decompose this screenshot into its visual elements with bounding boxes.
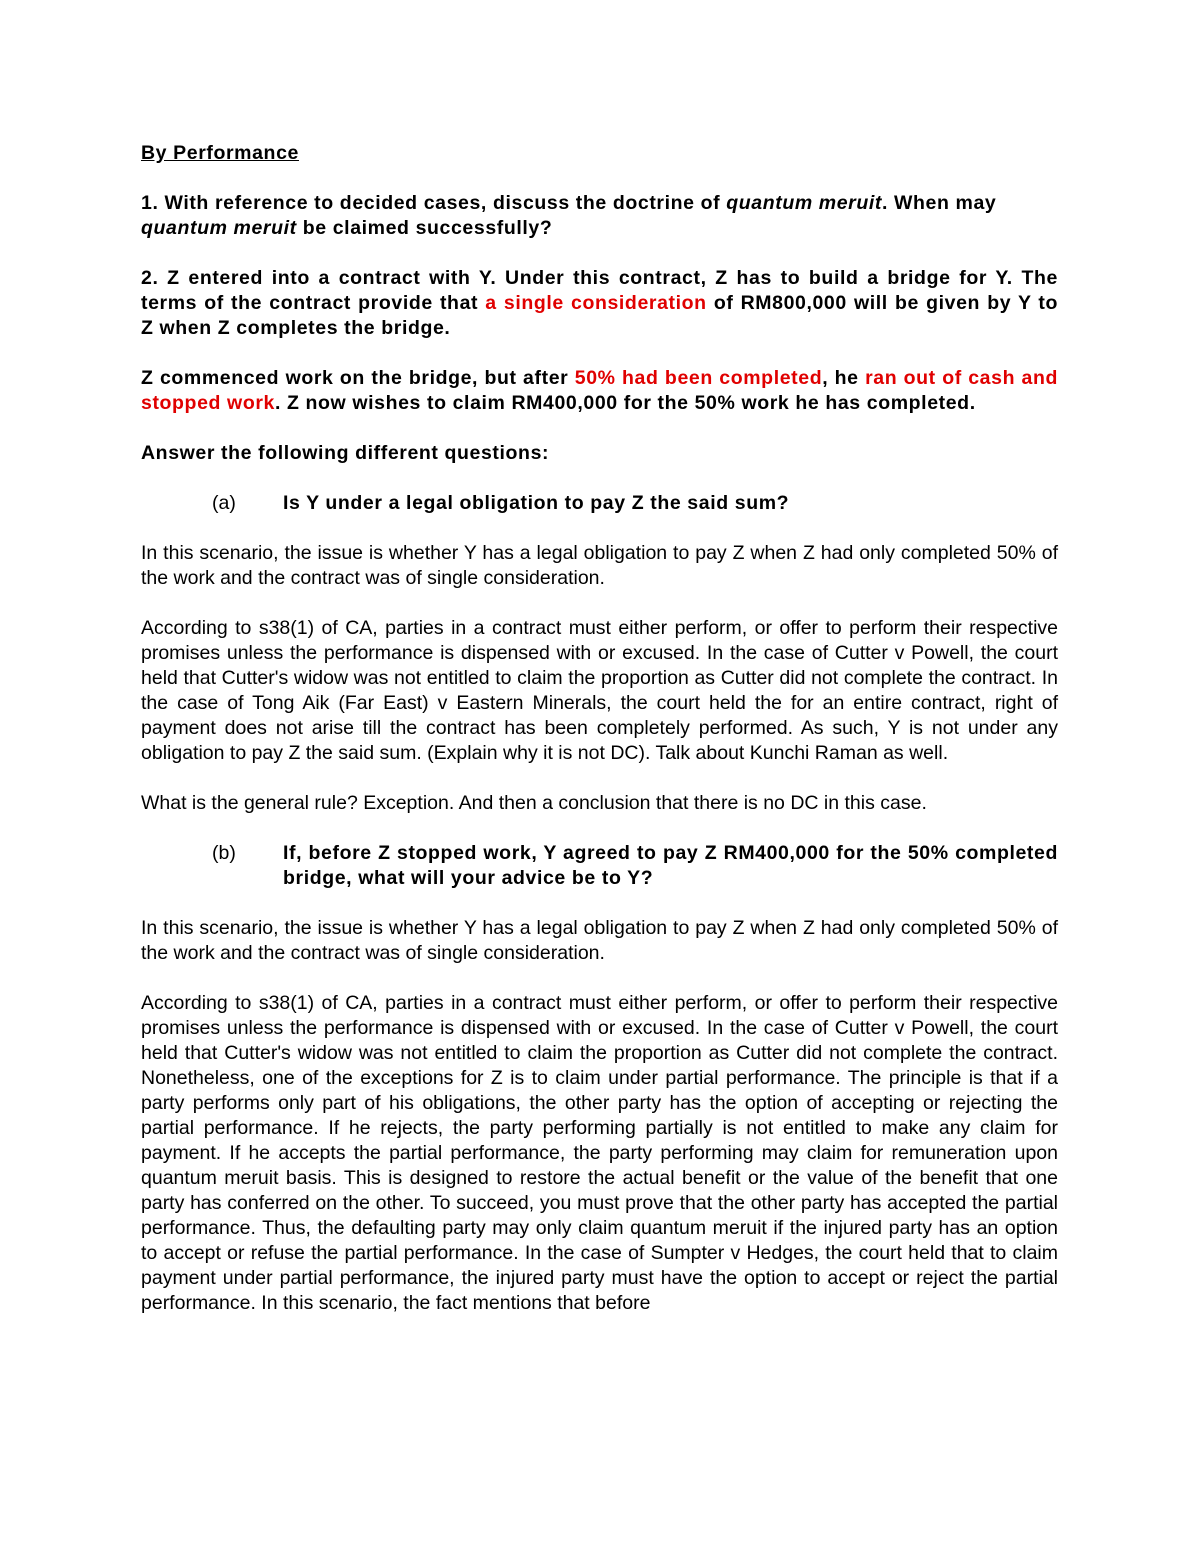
section-heading: By Performance — [141, 142, 299, 164]
q2-p2-text-c: . Z now wishes to claim RM400,000 for the 50% work he has completed. — [274, 392, 976, 414]
part-a-answer-1: In this scenario, the issue is whether Y has a legal obligation to pay Z when Z had only completed 50% of the work and the contract was of single consideration. — [141, 542, 1058, 589]
question-2-paragraph-2 — [141, 366, 1058, 416]
part-b-answer-1: In this scenario, the issue is whether Y has a legal obligation to pay Z when Z had only completed 50% of the work and the contract was of single consideration. — [141, 917, 1058, 964]
part-a-answer-3: What is the general rule? Exception. And then a conclusion that there is no DC in this case. — [141, 792, 927, 814]
q2-text-b: of RM800,000 will be given by Y to Z when Z completes the bridge. — [141, 292, 1058, 339]
part-a-question — [141, 491, 1058, 516]
part-b-label: (b) — [212, 842, 236, 864]
q2-highlight-single-consideration: a single consideration — [485, 292, 707, 314]
part-a-label: (a) — [212, 492, 236, 514]
document-page — [141, 141, 1058, 1316]
q2-text-a: 2. Z entered into a contract with Y. Under this contract, Z has to build a bridge for Y. The terms of the contract provide that — [141, 267, 1058, 314]
part-a-question-text: Is Y under a legal obligation to pay Z the said sum? — [283, 492, 790, 514]
part-b-answer-2: According to s38(1) of CA, parties in a contract must either perform, or offer to perform their respective promises unless the performance is dispensed with or excused. In the case of Cutter v Powell, the court held that Cutter's widow was not entitled to claim the proportion as Cutter did not complete the contract. Nonetheless, one of the exceptions for Z is to claim under partial performance. The principle is that if a party performs only part of his obligations, the other party has the option of accepting or rejecting the partial performance. If he rejects, the party performing partially is not entitled to make any claim for payment. If he accepts the partial performance, the party performing may claim for remuneration upon quantum meruit basis. This is designed to restore the actual benefit or the value of the benefit that one party has conferred on the other. To succeed, you must prove that the other party has accepted the partial performance. Thus, the defaulting party may only claim quantum meruit if the injured party has an option to accept or refuse the partial performance. In the case of Sumpter v Hedges, the court held that to claim payment under partial performance, the injured party must have the option to accept or reject the partial performance. In this scenario, the fact mentions that before — [141, 992, 1058, 1314]
question-1 — [141, 191, 1058, 241]
q2-p2-text-b: , he — [822, 367, 866, 389]
part-b-question — [141, 841, 1058, 891]
question-1-italic-term-2: quantum meruit — [141, 217, 297, 239]
instruction-text: Answer the following different questions: — [141, 442, 550, 464]
question-1-suffix: be claimed successfully? — [296, 217, 553, 239]
question-1-italic-term: quantum meruit — [726, 192, 882, 214]
question-2-paragraph-1 — [141, 266, 1058, 341]
q2-p2-text-a: Z commenced work on the bridge, but after — [141, 367, 575, 389]
question-1-middle: . When may — [882, 192, 997, 214]
q2-highlight-stopped-work: ran out of cash and stopped work — [141, 367, 1058, 414]
question-1-prefix: 1. With reference to decided cases, discuss the doctrine of — [141, 192, 727, 214]
q2-highlight-completed: 50% had been completed — [574, 367, 823, 389]
part-b-question-text: If, before Z stopped work, Y agreed to pay Z RM400,000 for the 50% completed bridge, what will your advice be to Y? — [283, 842, 1058, 889]
part-a-answer-2: According to s38(1) of CA, parties in a contract must either perform, or offer to perform their respective promises unless the performance is dispensed with or excused. In the case of Cutter v Powell, the court held that Cutter's widow was not entitled to claim the proportion as Cutter did not complete the contract. In the case of Tong Aik (Far East) v Eastern Minerals, the court held the for an entire contract, right of payment does not arise till the contract has been completely performed. As such, Y is not under any obligation to pay Z the said sum. (Explain why it is not DC). Talk about Kunchi Raman as well. — [141, 617, 1058, 764]
